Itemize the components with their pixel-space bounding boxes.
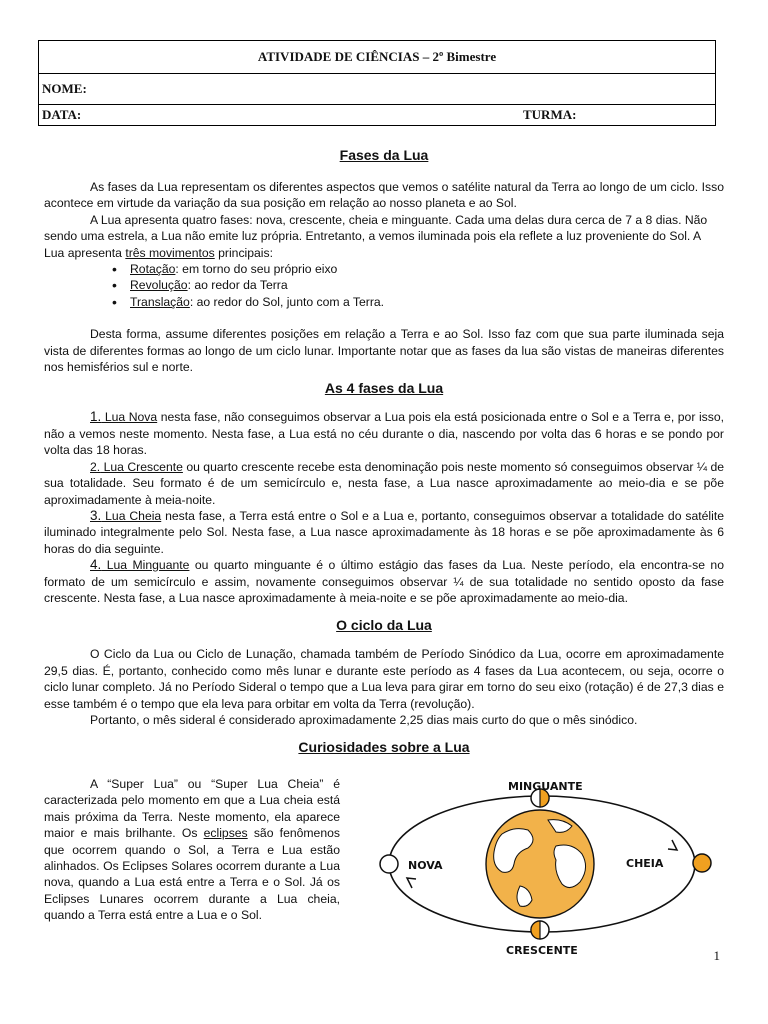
moon-nova-icon <box>380 855 398 873</box>
label-nova: NOVA <box>408 859 443 872</box>
fases-paragraph-1: As fases da Lua representam os diferentes aspectos que vemos o satélite natural da Terra ao longo de um ciclo. Isso acontece em virtude da variação da sua posição em relação ao nosso planeta e ao Sol. <box>44 180 724 211</box>
list-item: • Rotação: em torno do seu próprio eixo <box>130 261 724 277</box>
page-number: 1 <box>713 948 720 963</box>
movements-list <box>44 261 724 310</box>
fases-paragraph-3: Desta forma, assume diferentes posições em relação a Terra e ao Sol. Isso faz com que sua parte iluminada seja vista de diferentes formas ao longo de um ciclo lunar. Importante notar que as fases da lua são vistas de maneiras diferentes nos hemisférios sul e norte. <box>44 327 724 375</box>
ciclo-paragraph-2: Portanto, o mês sideral é considerado aproximadamente 2,25 dias mais curto do que o mês sinódico. <box>90 712 638 727</box>
curiosidades-paragraph: A “Super Lua” ou “Super Lua Cheia” é caracterizada pelo momento em que a Lua cheia está mais próxima da Terra. Neste momento, ela aparece maior e mais brilhante. Os eclipses são fenômenos que ocorrem quando o Sol, a Terra e Lua estão alinhados. Os Eclipses Solares ocorrem durante a Lua nova, quando a Lua está entre a Terra e o Sol. Já os Eclipses Lunares ocorrem durante a Lua cheia, quando a Terra está entre a Lua e o Sol. <box>44 777 340 923</box>
movements-link: três movimentos <box>125 245 215 260</box>
orbit-arrow-right <box>668 840 677 850</box>
earth-icon <box>486 810 594 918</box>
section-title-fases: Fases da Lua <box>339 147 429 163</box>
moon-cheia-icon <box>693 854 711 872</box>
header-table <box>38 40 716 126</box>
moon-phases-diagram <box>372 774 712 960</box>
eclipses-link: eclipses <box>203 826 248 841</box>
section-title-ciclo: O ciclo da Lua <box>336 617 432 634</box>
class-field-label: TURMA: <box>523 107 577 122</box>
label-minguante: MINGUANTE <box>508 780 583 793</box>
label-crescente: CRESCENTE <box>506 944 578 957</box>
name-field-label: NOME: <box>39 74 716 105</box>
phase-item-1: 1. Lua Nova nesta fase, não conseguimos observar a Lua pois ela está posicionada entre o Sol e a Terra e, por isso, não a vemos neste momento. Nesta fase, a Lua está no céu durante o dia, nascendo por volta das 6 horas e se pondo por volta das 18 horas. <box>44 409 725 458</box>
fases-paragraph-2: A Lua apresenta quatro fases: nova, crescente, cheia e minguante. Cada uma delas dura cerca de 7 a 8 dias. Não sendo uma estrela, a Lua não emite luz própria. Entretanto, a vemos iluminada pois ela reflete a luz proveniente do Sol. A Lua apresenta três movimentos principais: <box>44 212 708 260</box>
ciclo-paragraph-1: O Ciclo da Lua ou Ciclo de Lunação, chamada também de Período Sinódico da Lua, ocorre em aproximadamente 29,5 dias. É, portanto, conhecido como mês lunar e durante este período as 4 fases da Lua acontecem, ou seja, ocorre o ciclo lunar completo. Já no Período Sideral o tempo que a Lua leva para girar em torno do seu eixo (rotação) é de 27,3 dias e esse também é o tempo que ela leva para orbitar em volta da Terra (revolução). <box>44 647 724 711</box>
phase-item-3: 3. Lua Cheia nesta fase, a Terra está entre o Sol e a Lua e, portanto, conseguimos observar a totalidade do satélite iluminado integralmente pelo Sol. Nesta fase, a Lua nasce aproximadamente às 18 horas e se põe aproximadamente às 6 horas do dia seguinte. <box>44 507 724 556</box>
label-cheia: CHEIA <box>626 857 664 870</box>
list-item: • Revolução: ao redor da Terra <box>130 277 724 293</box>
phase-item-2: 2. Lua Crescente ou quarto crescente recebe esta denominação pois neste momento só conseguimos observar ¼ de sua totalidade. Seu formato é de um semicírculo e, nesta fase, a Lua nasce aproximadamente ao meio-dia e se põe aproximadamente à meia-noite. <box>44 459 725 507</box>
list-item: • Translação: ao redor do Sol, junto com a Terra. <box>130 294 724 310</box>
orbit-arrow-left <box>407 878 416 888</box>
section-title-quatro-fases: As 4 fases da Lua <box>324 380 444 397</box>
main-content <box>44 146 724 756</box>
date-field-label: DATA: <box>42 107 82 122</box>
section-title-curiosidades: Curiosidades sobre a Lua <box>298 739 470 756</box>
moon-crescente-icon <box>531 921 549 939</box>
activity-title: ATIVIDADE DE CIÊNCIAS – 2º Bimestre <box>39 41 716 74</box>
phase-item-4: 4. Lua Minguante ou quarto minguante é o último estágio das fases da Lua. Neste período, ela encontra-se no formato de um semicírculo e assim, novamente conseguimos observar ¼ de sua totalidade no sentido oposto da fase crescente. Nesta fase, a Lua nasce aproximadamente à meia-noite e se põe aproximadamente ao meio-dia. <box>44 557 724 605</box>
date-class-row <box>39 105 716 126</box>
